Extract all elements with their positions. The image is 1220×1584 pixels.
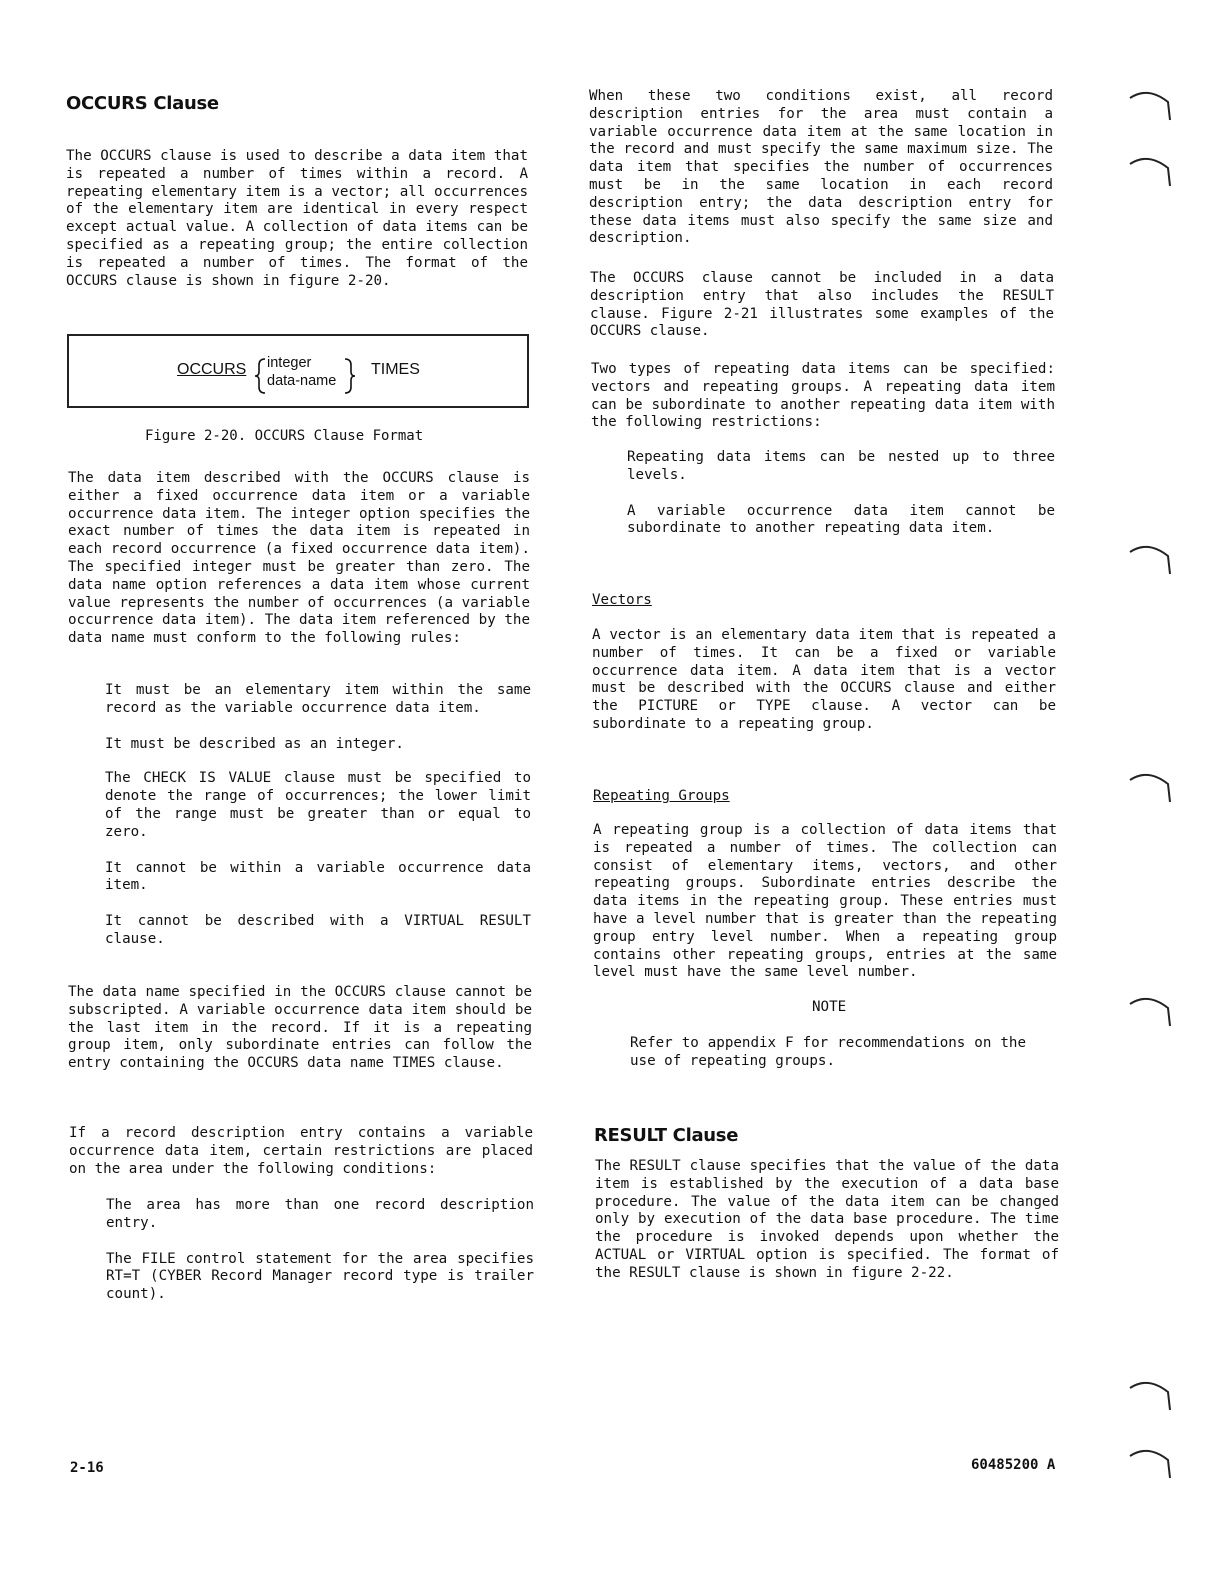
paragraph: Refer to appendix F for recommendations on the use of repeating groups.: [630, 1035, 1026, 1069]
note-text: [630, 1035, 1026, 1071]
occurs-intro: [66, 148, 528, 290]
option-integer: integer: [267, 355, 312, 371]
left-brace-icon: [255, 358, 267, 394]
rule-item: It cannot be described with a VIRTUAL RESULT clause.: [105, 913, 531, 947]
condition-list: [106, 1197, 534, 1304]
right-para-3: [591, 361, 1055, 432]
restriction-item: Repeating data items can be nested up to three levels.: [627, 449, 1055, 483]
section-heading-occurs: OCCURS Clause: [66, 93, 219, 114]
figure-caption: Figure 2-20. OCCURS Clause Format: [145, 428, 424, 444]
occurs-para-3: [68, 984, 532, 1073]
vectors-text: [592, 627, 1056, 734]
paragraph: The data item described with the OCCURS clause is either a fixed occurrence data item or a variable occurrence data item. The integer option specifies the exact number of times the data item is repeated in each record occurrence (a fixed occurrence data item). The specified integer must be greater than zero. The data name option references a data item whose current value represents the number of occurrences (a variable occurrence data item). The data item referenced by the data name must conform to the following rules:: [68, 470, 530, 647]
paragraph: The OCCURS clause cannot be included in a data description entry that also includes the RESULT clause. Figure 2-21 illustrates some examples of the OCCURS clause.: [590, 270, 1054, 340]
binder-hole-icon: [1128, 154, 1172, 190]
paragraph: The OCCURS clause is used to describe a data item that is repeated a number of times within a record. A repeating elementary item is a vector; all occurrences of the elementary item are identical in every respect except actual value. A collection of data items can be specified as a repeating group; the entire collection is repeated a number of times. The format of the OCCURS clause is shown in figure 2-20.: [66, 148, 528, 289]
rule-item: It must be described as an integer.: [105, 735, 404, 752]
rule-item: It cannot be within a variable occurrence data item.: [105, 859, 531, 894]
document-number: 60485200 A: [971, 1457, 1056, 1473]
condition-item: The FILE control statement for the area specifies RT=T (CYBER Record Manager record type is trailer count).: [106, 1250, 534, 1303]
paragraph: Two types of repeating data items can be specified: vectors and repeating groups. A repeating data item can be subordinate to another repeating data item with the following restrictions:: [591, 361, 1055, 431]
binder-hole-icon: [1128, 994, 1172, 1030]
condition-item: The area has more than one record description entry.: [106, 1197, 534, 1231]
restriction-item: A variable occurrence data item cannot be subordinate to another repeating data item.: [627, 502, 1055, 537]
repeating-groups-text: [593, 822, 1057, 982]
right-para-2: [590, 270, 1054, 341]
page-number: 2-16: [70, 1460, 104, 1476]
binder-hole-icon: [1128, 770, 1172, 806]
binder-hole-icon: [1128, 88, 1172, 124]
subheading-repeating-groups: Repeating Groups: [593, 788, 730, 804]
restriction-list: [627, 449, 1055, 538]
times-keyword: TIMES: [371, 361, 420, 378]
binder-hole-icon: [1128, 1378, 1172, 1414]
note-label: NOTE: [812, 999, 847, 1015]
paragraph: A vector is an elementary data item that is repeated a number of times. It can be a fixed or variable occurrence data item. A data item that is a vector must be described with the OCCURS clause and either the PICTURE or TYPE clause. A vector can be subordinate to a repeating group.: [592, 627, 1056, 732]
binder-hole-icon: [1128, 542, 1172, 578]
rule-item: It must be an elementary item within the same record as the variable occurrence data item.: [105, 682, 531, 716]
paragraph: A repeating group is a collection of data items that is repeated a number of times. The collection can consist of elementary items, vectors, and other repeating groups. Subordinate entries describe the data items in the repeating group. These entries must have a level number that is greater than the repeating group entry level number. When a repeating group contains other repeating groups, entries at the same level must have the same level number.: [593, 822, 1057, 981]
occurs-keyword: OCCURS: [177, 361, 247, 378]
right-para-1: [589, 88, 1053, 248]
section-heading-result: RESULT Clause: [594, 1125, 739, 1146]
option-data-name: data-name: [267, 373, 337, 389]
right-brace-icon: [343, 358, 355, 394]
binder-hole-icon: [1128, 1446, 1172, 1482]
occurs-para-4: [69, 1125, 533, 1178]
occurs-para-2: [68, 470, 530, 648]
subheading-vectors: Vectors: [592, 592, 652, 608]
paragraph: When these two conditions exist, all record description entries for the area must contain a variable occurrence data item at the same location in the record and must specify the same maximum size. The data item that specifies the number of occurrences must be in the same location in each record description entry; the data description entry for these data items must also specify the same size and description.: [589, 88, 1053, 247]
figure-2-20-box: [67, 334, 529, 408]
paragraph: The data name specified in the OCCURS clause cannot be subscripted. A variable occurrence data item should be the last item in the record. If it is a repeating group item, only subordinate entries can follow the entry containing the OCCURS data name TIMES clause.: [68, 984, 532, 1072]
rule-item: The CHECK IS VALUE clause must be specified to denote the range of occurrences; the lower limit of the range must be greater than or equal to zero.: [105, 770, 531, 840]
rule-list: [105, 682, 531, 949]
result-text: [595, 1158, 1059, 1283]
paragraph: The RESULT clause specifies that the value of the data item is established by the execution of a data base procedure. The value of the data item can be changed only by execution of the data base procedure. The time the procedure is invoked depends upon whether the ACTUAL or VIRTUAL option is specified. The format of the RESULT clause is shown in figure 2-22.: [595, 1158, 1059, 1281]
paragraph: If a record description entry contains a variable occurrence data item, certain restrictions are placed on the area under the following conditions:: [69, 1125, 533, 1177]
